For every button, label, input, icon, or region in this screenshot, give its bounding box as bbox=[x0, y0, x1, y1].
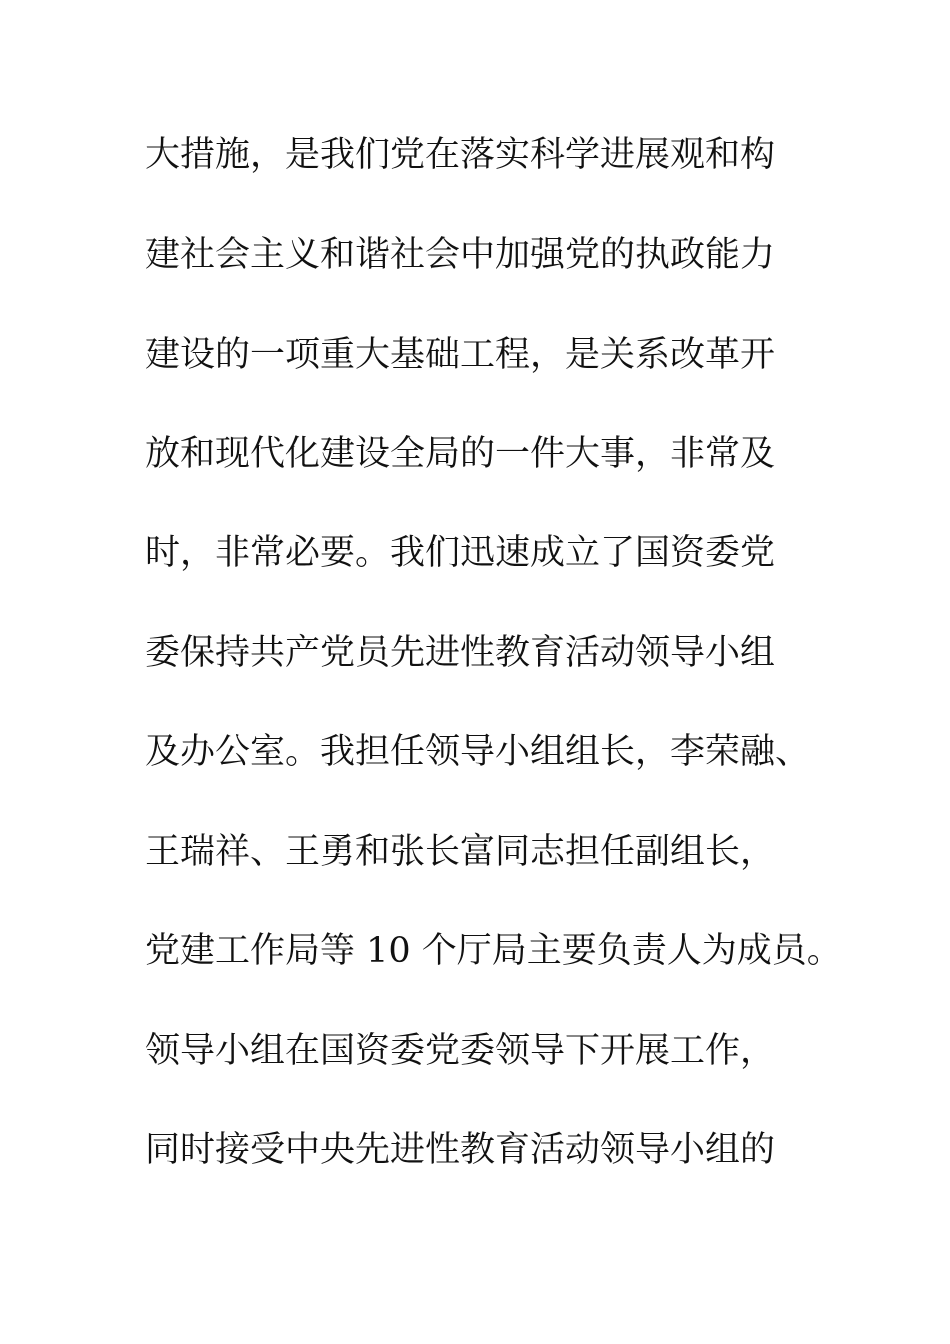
body-text-line: 委保持共产党员先进性教育活动领导小组 bbox=[145, 633, 776, 673]
body-text-line: 及办公室。我担任领导小组组长，李荣融、 bbox=[145, 732, 811, 772]
body-text-line: 领导小组在国资委党委领导下开展工作， bbox=[145, 1031, 776, 1071]
body-text-line: 王瑞祥、王勇和张长富同志担任副组长， bbox=[145, 832, 776, 872]
body-text-line: 大措施，是我们党在落实科学进展观和构 bbox=[145, 135, 776, 175]
body-text-line: 同时接受中央先进性教育活动领导小组的 bbox=[145, 1130, 776, 1170]
body-text-line: 党建工作局等 10 个厅局主要负责人为成员。 bbox=[145, 931, 842, 971]
body-text-line: 建设的一项重大基础工程，是关系改革开 bbox=[145, 335, 776, 375]
body-text-line: 时，非常必要。我们迅速成立了国资委党 bbox=[145, 533, 776, 573]
body-text-line: 建社会主义和谐社会中加强党的执政能力 bbox=[145, 235, 776, 275]
body-text-line: 放和现代化建设全局的一件大事，非常及 bbox=[145, 434, 776, 474]
